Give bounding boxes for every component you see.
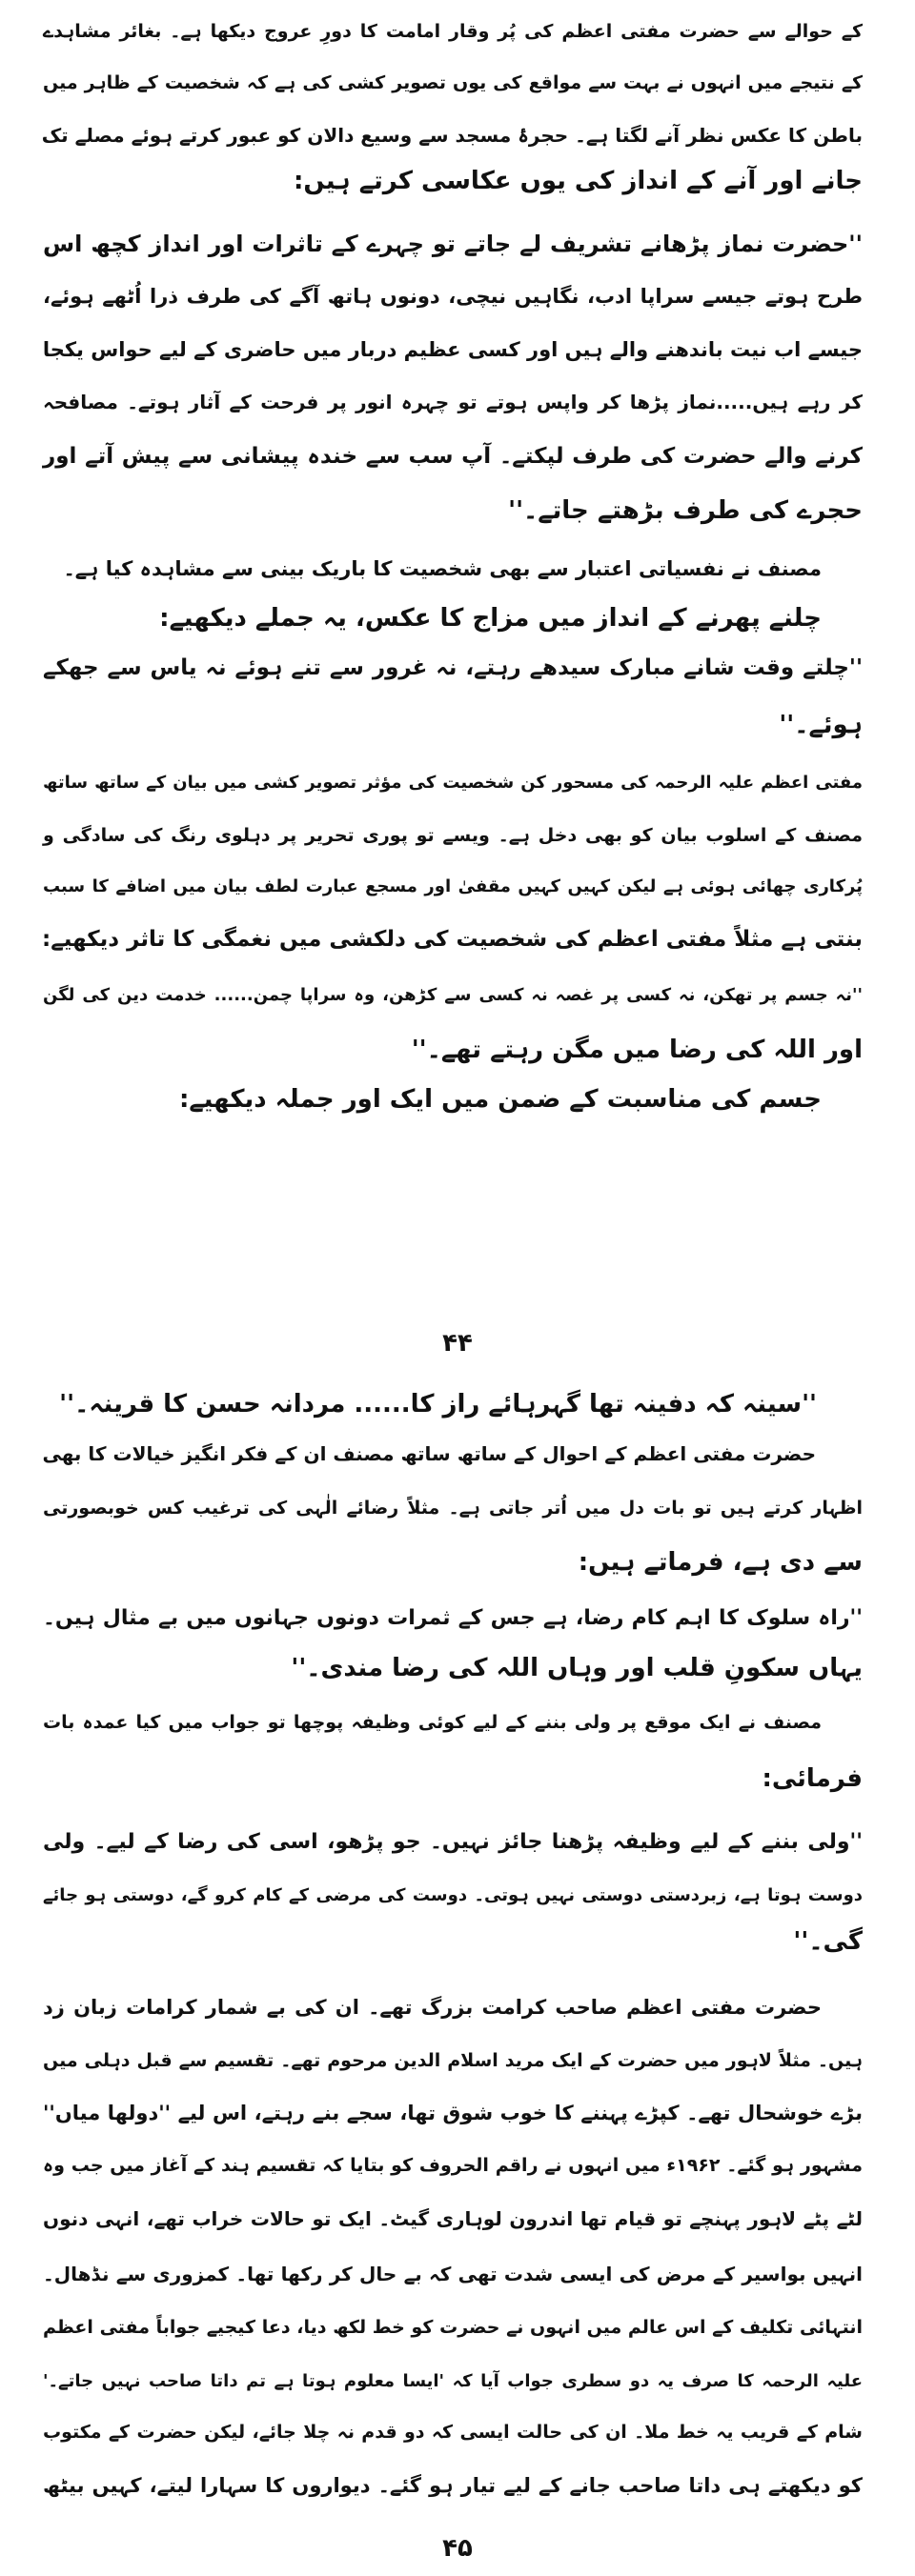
text-line: باطن کا عکس نظر آنے لگتا ہے۔ حجرۂ مسجد سے وسیع دالان کو عبور کرتے ہوئے مصلے تک — [41, 124, 863, 147]
quote-line: اور اللہ کی رضا میں مگن رہتے تھے۔'' — [411, 1036, 863, 1064]
text-line: شام کے قریب یہ خط ملا۔ ان کی حالت ایسی کہ دو قدم نہ چلا جائے، لیکن حضرت کے مکتوب — [43, 2422, 863, 2443]
text-line: لٹے پٹے لاہور پہنچے تو قیام تھا اندرون لوہاری گیٹ۔ ایک تو حالات خراب تھے، انہی دنوں — [43, 2207, 863, 2230]
quote-line: ''نہ جسم پر تھکن، نہ کسی پر غصہ نہ کسی سے کڑھن، وہ سراپا چمن...... خدمت دین کی لگن — [43, 985, 863, 1005]
quote-line: ہوئے۔'' — [779, 711, 863, 739]
quote-line: ''راہ سلوک کا اہم کام رضا، ہے جس کے ثمرات دونوں جہانوں میں بے مثال ہیں۔ — [43, 1606, 863, 1630]
text-line: مصنف کے اسلوب بیان کو بھی دخل ہے۔ ویسے تو پوری تحریر پر دہلوی رنگ کی سادگی و — [43, 825, 863, 846]
quote-line: ''حضرت نماز پڑھانے تشریف لے جاتے تو چہرے کے تاثرات اور انداز کچھ اس — [43, 231, 863, 257]
quote-line: ''چلتے وقت شانے مبارک سیدھے رہتے، نہ غرور سے تنے ہوئے نہ یاس سے جھکے — [43, 655, 863, 680]
quote-line: حجرے کی طرف بڑھتے جاتے۔'' — [508, 496, 863, 525]
quote-line: دوست ہوتا ہے، زبردستی دوستی نہیں ہوتی۔ دوست کی مرضی کے کام کرو گے، دوستی ہو جائے — [43, 1885, 863, 1905]
quote-line: یہاں سکونِ قلب اور وہاں اللہ کی رضا مندی۔'' — [291, 1654, 863, 1682]
page-number: ۴۵ — [442, 2534, 473, 2563]
text-line: ہیں۔ مثلاً لاہور میں حضرت کے ایک مرید اسلام الدین مرحوم تھے۔ تقسیم سے قبل دہلی میں — [43, 2050, 863, 2071]
text-line: مفتی اعظم علیہ الرحمہ کی مسحور کن شخصیت کی مؤثر تصویر کشی میں بیان کے ساتھ ساتھ — [43, 773, 863, 793]
quote-line: گی۔'' — [793, 1927, 863, 1956]
text-line: مصنف نے ایک موقع پر ولی بننے کے لیے کوئی وظیفہ پوچھا تو جواب میں کیا عمدہ بات — [43, 1712, 822, 1733]
text-line: فرمائی: — [762, 1764, 863, 1793]
quote-line: جیسے اب نیت باندھنے والے ہیں اور کسی عظیم دربار میں حاضری کے لیے حواس یکجا — [42, 338, 863, 361]
text-line: پُرکاری چھائی ہوئی ہے لیکن کہیں کہیں مقفیٰ اور مسجع عبارت لطف بیان میں اضافے کا سبب — [43, 876, 863, 896]
quote-line: ''سینہ کہ دفینہ تھا گہرہائے راز کا...... مردانہ حسن کا قرینہ۔'' — [59, 1390, 817, 1419]
text-line: بڑے خوشحال تھے۔ کپڑے پہننے کا خوب شوق تھا، سجے بنے رہتے، اس لیے ''دولھا میاں'' — [43, 2102, 863, 2124]
text-line: علیہ الرحمہ کا صرف یہ دو سطری جواب آیا کہ 'ایسا معلوم ہوتا ہے تم داتا صاحب نہیں جاتے۔' — [43, 2371, 863, 2391]
text-line: کو دیکھتے ہی داتا صاحب جانے کے لیے تیار ہو گئے۔ دیواروں کا سہارا لیتے، کہیں بیٹھ — [43, 2474, 863, 2497]
text-line: سے دی ہے، فرماتے ہیں: — [578, 1548, 863, 1577]
quote-line: کرنے والے حضرت کی طرف لپکتے۔ آپ سب سے خندہ پیشانی سے پیش آتے اور — [43, 444, 863, 469]
text-line: جانے اور آنے کے انداز کی یوں عکاسی کرتے ہیں: — [294, 167, 863, 195]
text-line: مشہور ہو گئے۔ ۱۹۶۲ء میں انہوں نے راقم الحروف کو بتایا کہ تقسیم ہند کے آغاز میں جب وہ — [43, 2155, 863, 2176]
quote-line: طرح ہوتے جیسے سراپا ادب، نگاہیں نیچی، دونوں ہاتھ آگے کی طرف ذرا اُٹھے ہوئے، — [43, 285, 863, 308]
quote-line: ''ولی بننے کے لیے وظیفہ پڑھنا جائز نہیں۔ جو پڑھو، اسی کی رضا کے لیے۔ ولی — [43, 1830, 863, 1854]
text-line: مصنف نے نفسیاتی اعتبار سے بھی شخصیت کا باریک بینی سے مشاہدہ کیا ہے۔ — [63, 557, 822, 580]
text-line: کے حوالے سے حضرت مفتی اعظم کی پُر وقار امامت کا دورِ عروج دیکھا ہے۔ بغائر مشاہدے — [43, 21, 863, 42]
text-line: حضرت مفتی اعظم صاحب کرامت بزرگ تھے۔ ان کی بے شمار کرامات زبان زد — [43, 1996, 822, 2019]
quote-line: کر رہے ہیں.....نماز پڑھا کر واپس ہوتے تو چہرہ انور پر فرحت کے آثار ہوتے۔ مصافحہ — [43, 391, 863, 413]
text-line: کے نتیجے میں انہوں نے بہت سے مواقع کی یوں تصویر کشی کی ہے کہ شخصیت کے ظاہر میں — [43, 72, 863, 93]
text-line: انتہائی تکلیف کے اس عالم میں انہوں نے حضرت کو خط لکھ دیا، دعا کیجیے جواباً مفتی اعظم — [43, 2317, 863, 2338]
text-line: جسم کی مناسبت کے ضمن میں ایک اور جملہ دیکھیے: — [178, 1085, 822, 1114]
text-line: حضرت مفتی اعظم کے احوال کے ساتھ ساتھ مصنف ان کے فکر انگیز خیالات کا بھی — [42, 1442, 816, 1465]
text-line: اظہار کرتے ہیں تو بات دل میں اُتر جاتی ہے۔ مثلاً رضائے الٰہی کی ترغیب کس خوبصورتی — [43, 1498, 863, 1519]
page-number: ۴۴ — [442, 1329, 473, 1358]
text-line: بنتی ہے مثلاً مفتی اعظم کی شخصیت کی دلکشی میں نغمگی کا تاثر دیکھیے: — [42, 927, 863, 952]
text-line: چلنے پھرنے کے انداز میں مزاج کا عکس، یہ جملے دیکھیے: — [159, 604, 822, 633]
text-line: انہیں بواسیر کے مرض کی ایسی شدت تھی کہ بے حال کر رکھا تھا۔ کمزوری سے نڈھال۔ — [43, 2263, 863, 2285]
